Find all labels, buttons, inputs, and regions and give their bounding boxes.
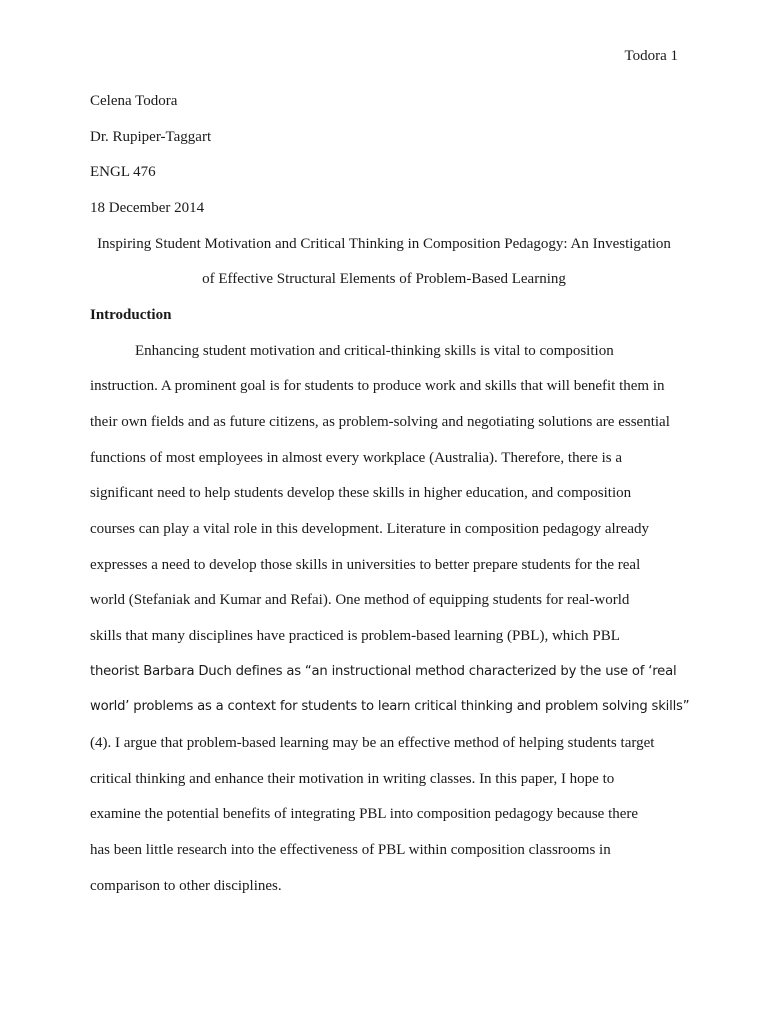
paragraph-line: (4). I argue that problem-based learning may be an effective method of helping students target [90, 735, 655, 751]
paragraph-line: world’ problems as a context for students to learn critical thinking and problem solving skills” [90, 699, 690, 714]
section-heading: Introduction [90, 307, 172, 323]
paragraph-line: theorist Barbara Duch defines as “an instructional method characterized by the use of ‘real [90, 664, 677, 679]
title-line-2: of Effective Structural Elements of Problem-Based Learning [202, 271, 566, 287]
paragraph-line: significant need to help students develop these skills in higher education, and composition [90, 485, 632, 501]
instructor-name: Dr. Rupiper-Taggart [90, 129, 212, 145]
paragraph-line: comparison to other disciplines. [90, 878, 282, 894]
author-name: Celena Todora [90, 93, 178, 109]
paragraph-line: courses can play a vital role in this development. Literature in composition pedagogy already [90, 521, 649, 537]
paragraph-line: functions of most employees in almost every workplace (Australia). Therefore, there is a [90, 450, 623, 466]
paragraph-line: their own fields and as future citizens, as problem-solving and negotiating solutions are essential [90, 414, 670, 430]
running-head: Todora 1 [624, 48, 678, 64]
paragraph-line: examine the potential benefits of integrating PBL into composition pedagogy because there [90, 806, 639, 822]
paragraph-line: has been little research into the effectiveness of PBL within composition classrooms in [90, 842, 611, 858]
paragraph-line: expresses a need to develop those skills in universities to better prepare students for the real [90, 557, 641, 573]
course-code: ENGL 476 [90, 164, 156, 180]
paper-date: 18 December 2014 [90, 200, 205, 216]
paragraph-line: Enhancing student motivation and critical-thinking skills is vital to composition [135, 343, 614, 359]
paragraph-line: instruction. A prominent goal is for students to produce work and skills that will benefit them in [90, 378, 665, 394]
title-line-1: Inspiring Student Motivation and Critical Thinking in Composition Pedagogy: An Investigation [97, 236, 671, 252]
paragraph-line: skills that many disciplines have practiced is problem-based learning (PBL), which PBL [90, 628, 620, 644]
paragraph-line: world (Stefaniak and Kumar and Refai). One method of equipping students for real-world [90, 592, 630, 608]
paragraph-line: critical thinking and enhance their motivation in writing classes. In this paper, I hope to [90, 771, 615, 787]
